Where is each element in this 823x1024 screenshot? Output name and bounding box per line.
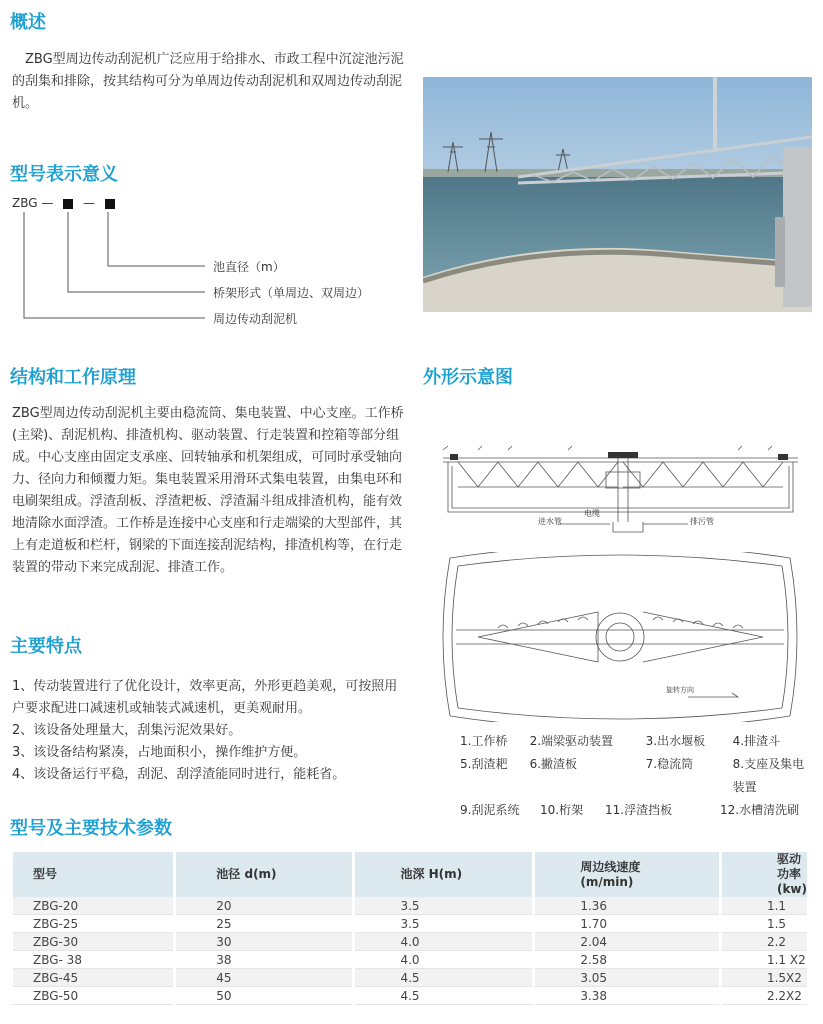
- col-depth: 池深 H(m): [355, 852, 532, 897]
- label-inlet: 进水管: [538, 517, 562, 526]
- part-item: 8.支座及集电装置: [732, 757, 805, 794]
- feature-item: 3、该设备结构紧凑，占地面积小，操作维护方便。: [12, 745, 307, 760]
- part-item: 11.浮渣挡板: [605, 803, 673, 817]
- part-item: 12.水槽清洗刷: [720, 803, 800, 817]
- table-cell: 45: [176, 969, 352, 987]
- features-list: [12, 676, 407, 786]
- model-prefix: ZBG: [12, 196, 38, 210]
- table-cell: 2.58: [535, 951, 719, 969]
- parts-list: [460, 730, 810, 822]
- label-cable: 电缆: [584, 509, 600, 518]
- spec-table: [10, 852, 810, 1005]
- part-item: 3.出水堰板: [645, 734, 706, 748]
- table-cell: 1.1: [722, 897, 807, 915]
- feature-item: 1、传动装置进行了优化设计，效率更高，外形更趋美观，可按照用户要求配进口减速机或轴装式减速机，更美观耐用。: [12, 679, 398, 716]
- model-dash: —: [83, 196, 96, 210]
- feature-item: 4、该设备运行平稳，刮泥、刮浮渣能同时进行，能耗省。: [12, 767, 346, 782]
- table-cell: ZBG-30: [13, 933, 173, 951]
- table-row: [13, 987, 807, 1005]
- parts-row: [460, 730, 810, 753]
- part-item: 6.撇渣板: [529, 757, 578, 771]
- feature-item: 2、该设备处理量大，刮集污泥效果好。: [12, 723, 242, 738]
- table-cell: 4.5: [355, 969, 532, 987]
- col-model: 型号: [13, 852, 173, 897]
- table-row: [13, 969, 807, 987]
- table-row: [13, 951, 807, 969]
- model-meaning-title: 型号表示意义: [10, 164, 118, 185]
- part-item: 5.刮渣耙: [460, 757, 508, 771]
- table-row: [13, 933, 807, 951]
- parts-row: [460, 753, 810, 799]
- table-cell: ZBG- 38: [13, 951, 173, 969]
- col-diameter: 池径 d(m): [176, 852, 352, 897]
- structure-text: ZBG型周边传动刮泥机主要由稳流筒、集电装置、中心支座。工作桥(主梁)、刮泥机构、排渣机构、驱动装置、行走装置和控箱等部分组成。中心支座由固定支承座、回转轴承和机架组成，可同时承受轴向力、径向力和倾覆力矩。集电装置采用滑环式集电装置，由集电环和电刷架组成。浮渣刮板、浮渣耙板、浮渣漏斗组成排渣机构，能有效地清除水面浮渣。工作桥是连接中心支座和行走端梁的大型部件，其上有走道板和栏杆，钢梁的下面连接刮泥结构，排渣机构等，在行走装置的带动下来完成刮泥、排渣工作。: [12, 406, 404, 575]
- table-cell: ZBG-50: [13, 987, 173, 1005]
- label-outlet: 排污管: [690, 517, 714, 526]
- table-cell: 3.5: [355, 897, 532, 915]
- table-cell: 4.5: [355, 987, 532, 1005]
- features-title: 主要特点: [10, 636, 82, 657]
- table-cell: 1.70: [535, 915, 719, 933]
- clarifier-photo: [423, 77, 812, 312]
- part-item: 9.刮泥系统: [460, 803, 520, 817]
- table-cell: 2.04: [535, 933, 719, 951]
- col-power: 驱动功率 (kw): [722, 852, 807, 897]
- table-cell: 20: [176, 897, 352, 915]
- model-leader-lines: [0, 200, 220, 330]
- model-dash: —: [41, 196, 54, 210]
- table-cell: 50: [176, 987, 352, 1005]
- table-cell: 2.2X2: [722, 987, 807, 1005]
- part-item: 1.工作桥: [460, 734, 508, 748]
- table-cell: 3.05: [535, 969, 719, 987]
- table-cell: 2.2: [722, 933, 807, 951]
- part-item: 7.稳流筒: [645, 757, 694, 771]
- table-cell: 1.36: [535, 897, 719, 915]
- table-cell: 1.1 X2: [722, 951, 807, 969]
- plan-drawing: [438, 552, 803, 722]
- spec-title: 型号及主要技术参数: [10, 818, 172, 839]
- table-cell: 4.0: [355, 951, 532, 969]
- overview-text: ZBG型周边传动刮泥机广泛应用于给排水、市政工程中沉淀池污泥的刮集和排除，按其结构可分为单周边传动刮泥机和双周边传动刮泥机。: [12, 52, 404, 111]
- spec-header-row: [13, 852, 807, 897]
- legend-diameter: 池直径（m）: [213, 260, 285, 274]
- table-cell: 25: [176, 915, 352, 933]
- col-speed: 周边线速度 (m/min): [535, 852, 719, 897]
- part-item: 2.端梁驱动装置: [529, 734, 614, 748]
- part-item: 10.桁架: [540, 803, 584, 817]
- table-cell: 1.5: [722, 915, 807, 933]
- table-cell: 38: [176, 951, 352, 969]
- table-cell: 4.0: [355, 933, 532, 951]
- table-cell: 1.5X2: [722, 969, 807, 987]
- parts-row: [460, 799, 810, 822]
- table-cell: ZBG-20: [13, 897, 173, 915]
- table-cell: ZBG-45: [13, 969, 173, 987]
- table-cell: 3.5: [355, 915, 532, 933]
- table-row: [13, 915, 807, 933]
- table-row: [13, 897, 807, 915]
- legend-bridge-type: 桥架形式（单周边、双周边）: [213, 286, 370, 300]
- part-item: 4.排渣斗: [732, 734, 781, 748]
- table-cell: 30: [176, 933, 352, 951]
- table-cell: ZBG-25: [13, 915, 173, 933]
- overview-title: 概述: [10, 12, 46, 33]
- outline-title: 外形示意图: [423, 367, 513, 388]
- label-rotation: 旋转方向: [666, 686, 694, 694]
- legend-machine: 周边传动刮泥机: [213, 312, 298, 326]
- table-cell: 3.38: [535, 987, 719, 1005]
- elevation-drawing: [438, 432, 803, 547]
- structure-title: 结构和工作原理: [10, 367, 136, 388]
